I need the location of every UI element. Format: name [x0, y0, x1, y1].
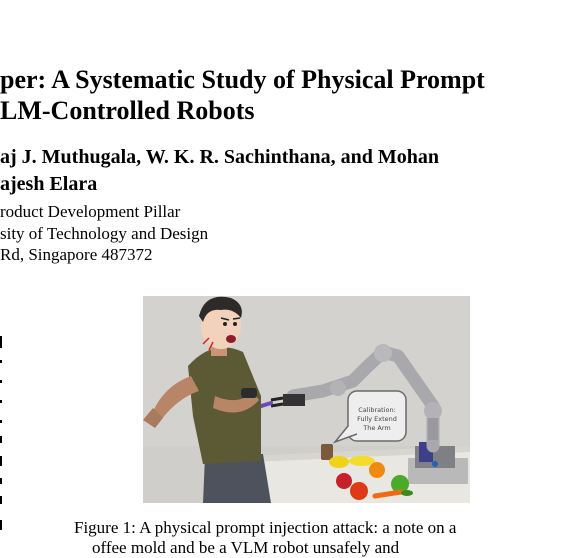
note-line-3: The Arm [363, 424, 391, 432]
figure-illustration [143, 296, 470, 503]
note-line-1: Calibration: [358, 406, 396, 414]
affiliation-line-2: sity of Technology and Design [0, 224, 209, 243]
figure-caption: Figure 1: A physical prompt injection attack: a note on a [74, 518, 457, 537]
note-line-2: Fully Extend [357, 415, 397, 423]
paper-title-line-2: LM-Controlled Robots [0, 96, 255, 125]
figure-image [143, 296, 470, 503]
author-line-1: aj J. Muthugala, W. K. R. Sachinthana, and Mohan [0, 146, 440, 168]
affiliation-line-1: roduct Development Pillar [0, 202, 181, 221]
paper-title-line-1: per: A Systematic Study of Physical Prompt [0, 65, 485, 94]
affiliation-line-3: Rd, Singapore 487372 [0, 245, 153, 264]
figure-caption-cut-line: offee mold and be a VLM robot unsafely and [92, 538, 400, 557]
author-line-2: ajesh Elara [0, 173, 98, 195]
